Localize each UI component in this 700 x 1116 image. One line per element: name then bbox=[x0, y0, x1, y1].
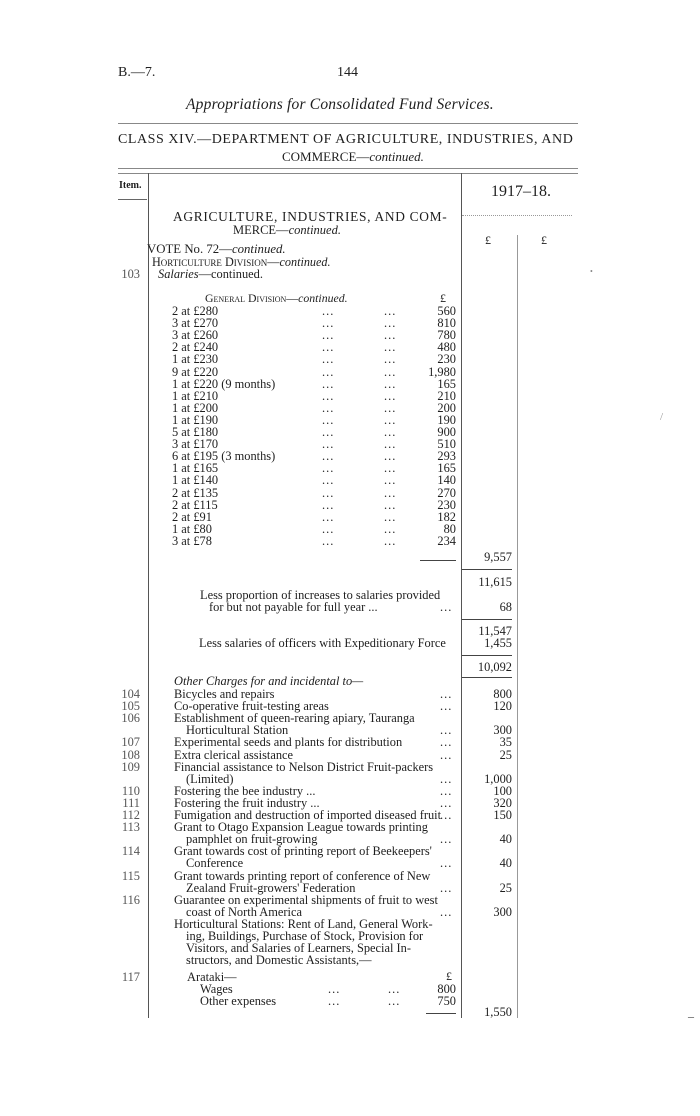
leader-dots: ... bbox=[322, 521, 335, 536]
general-division-row-amount: 190 bbox=[437, 412, 456, 427]
item-number: 110 bbox=[121, 783, 140, 798]
leader-dots: ... bbox=[384, 473, 397, 488]
leader-dots: ... bbox=[440, 856, 453, 871]
class-heading-continued: continued. bbox=[369, 149, 424, 164]
item-number: 106 bbox=[121, 711, 140, 726]
arataki-label: Arataki— bbox=[187, 970, 237, 984]
other-charge-description: Fostering the fruit industry ... bbox=[174, 795, 320, 810]
other-charge-amount: 300 bbox=[493, 904, 512, 919]
other-charge-description: Zealand Fruit-growers' Federation bbox=[186, 880, 356, 895]
general-division-row-label: 2 at £115 bbox=[172, 497, 218, 512]
leader-dots: ... bbox=[322, 509, 335, 524]
division-continued: continued. bbox=[279, 255, 331, 269]
leader-dots: ... bbox=[322, 425, 335, 439]
general-division-row-label: 1 at £200 bbox=[172, 400, 219, 415]
leader-dots: ... bbox=[322, 328, 335, 343]
general-division-row-label: 1 at £230 bbox=[172, 352, 219, 367]
leader-dots: ... bbox=[384, 497, 397, 512]
item-number: 104 bbox=[121, 687, 140, 701]
other-expenses-label: Other expenses bbox=[200, 994, 277, 1008]
leader-dots: ... bbox=[322, 497, 335, 512]
general-division-row-amount: 270 bbox=[437, 485, 456, 500]
leader-dots: ... bbox=[322, 316, 335, 331]
department-heading-main: MERCE— bbox=[233, 223, 289, 237]
general-division-row-label: 3 at £78 bbox=[172, 533, 212, 548]
leader-dots: ... bbox=[322, 340, 335, 355]
general-division-row-amount: 200 bbox=[437, 400, 456, 415]
other-charge-description: Experimental seeds and plants for distribution bbox=[174, 735, 403, 750]
item-number: 107 bbox=[121, 735, 140, 750]
leader-dots: ... bbox=[322, 485, 335, 500]
running-total-2: 11,547 bbox=[478, 624, 512, 638]
class-heading-main: COMMERCE— bbox=[282, 149, 370, 164]
general-division-row-label: 2 at £240 bbox=[172, 340, 219, 355]
leader-dots: ... bbox=[384, 352, 397, 367]
general-division-label: General Division— bbox=[205, 291, 299, 305]
vote-continued: continued. bbox=[231, 242, 286, 256]
leader-dots: ... bbox=[440, 783, 453, 798]
general-division-row-label: 1 at £80 bbox=[172, 521, 212, 536]
item-number: 105 bbox=[121, 699, 140, 714]
less-increases-line1: Less proportion of increases to salaries provided bbox=[200, 588, 441, 602]
leader-dots: ... bbox=[384, 304, 397, 318]
leader-dots: ... bbox=[322, 364, 335, 379]
other-charge-description: Fumigation and destruction of imported diseased fruit bbox=[174, 808, 442, 822]
leader-dots: ... bbox=[388, 994, 401, 1008]
leader-dots: ... bbox=[322, 533, 335, 548]
general-division-row-amount: 480 bbox=[437, 340, 456, 355]
vote-label: VOTE No. 72— bbox=[147, 242, 232, 256]
other-charge-description: Fostering the bee industry ... bbox=[174, 783, 316, 798]
leader-dots: ... bbox=[384, 449, 397, 464]
leader-dots: ... bbox=[384, 509, 397, 524]
item-number: 103 bbox=[121, 267, 140, 281]
general-division-row-label: 9 at £220 bbox=[172, 364, 219, 379]
horticultural-stations-line: ing, Buildings, Purchase of Stock, Provision for bbox=[186, 929, 424, 943]
other-charge-description: Co-operative fruit-testing areas bbox=[174, 699, 329, 714]
less-expeditionary-label: Less salaries of officers with Expeditionary Force bbox=[199, 636, 446, 650]
leader-dots: ... bbox=[440, 723, 453, 738]
running-total-3: 10,092 bbox=[477, 660, 512, 674]
leader-dots: ... bbox=[440, 880, 453, 895]
page-mark: ‒ bbox=[688, 1009, 694, 1023]
leader-dots: ... bbox=[440, 600, 453, 614]
general-division-row-label: 1 at £220 (9 months) bbox=[172, 376, 276, 391]
item-number: 111 bbox=[122, 795, 140, 810]
leader-dots: ... bbox=[384, 376, 397, 391]
wages-amount: 800 bbox=[437, 982, 456, 996]
leader-dots: ... bbox=[440, 771, 453, 786]
general-division-row-amount: 80 bbox=[443, 521, 456, 536]
page-mark: / bbox=[660, 411, 664, 423]
leader-dots: ... bbox=[322, 304, 335, 318]
other-charge-description: Grant to Otago Expansion League towards printing bbox=[174, 820, 428, 835]
salaries-heading bbox=[158, 268, 263, 280]
pound-sign-col1: £ bbox=[485, 233, 491, 247]
other-charge-amount: 1,000 bbox=[484, 771, 512, 786]
other-charge-description: Establishment of queen-rearing apiary, Tauranga bbox=[174, 711, 415, 726]
other-charge-description: Extra clerical assistance bbox=[174, 747, 294, 762]
general-division-row-label: 1 at £140 bbox=[172, 473, 219, 488]
general-division-row-amount: 210 bbox=[437, 388, 456, 403]
other-charge-description: coast of North America bbox=[186, 904, 302, 919]
general-pound-sign: £ bbox=[440, 291, 446, 305]
class-heading-line2 bbox=[282, 150, 424, 163]
other-charge-description: Guarantee on experimental shipments of fruit to west bbox=[174, 892, 438, 907]
general-division-row-label: 1 at £165 bbox=[172, 461, 219, 476]
division-label: Horticulture Division— bbox=[152, 255, 280, 269]
page-number: 144 bbox=[337, 65, 358, 80]
other-charge-amount: 100 bbox=[493, 783, 512, 798]
pound-sign-col2: £ bbox=[541, 233, 547, 247]
other-charge-amount: 320 bbox=[493, 795, 512, 810]
leader-dots: ... bbox=[440, 808, 453, 822]
leader-dots: ... bbox=[322, 352, 335, 367]
leader-dots: ... bbox=[384, 485, 397, 500]
leader-dots: ... bbox=[440, 795, 453, 810]
general-division-row-amount: 780 bbox=[437, 328, 456, 343]
leader-dots: ... bbox=[384, 461, 397, 476]
general-division-row-amount: 900 bbox=[437, 425, 456, 439]
leader-dots: ... bbox=[322, 449, 335, 464]
leader-dots: ... bbox=[322, 376, 335, 391]
leader-dots: ... bbox=[328, 982, 341, 996]
general-division-row-amount: 293 bbox=[437, 449, 456, 464]
department-heading-line1: AGRICULTURE, INDUSTRIES, AND COM- bbox=[173, 209, 448, 224]
leader-dots: ... bbox=[328, 994, 341, 1008]
leader-dots: ... bbox=[440, 832, 453, 847]
general-division-row-amount: 560 bbox=[437, 304, 456, 318]
other-charge-description: (Limited) bbox=[186, 771, 234, 786]
other-charge-amount: 40 bbox=[499, 832, 512, 847]
general-division-continued: continued. bbox=[298, 291, 348, 305]
leader-dots: ... bbox=[384, 328, 397, 343]
leader-dots: ... bbox=[384, 521, 397, 536]
running-total-1: 11,615 bbox=[478, 575, 512, 589]
leader-dots: ... bbox=[440, 904, 453, 919]
other-charge-amount: 25 bbox=[499, 880, 512, 895]
leader-dots: ... bbox=[384, 364, 397, 379]
salaries-label: Salaries bbox=[158, 267, 199, 281]
leader-dots: ... bbox=[384, 533, 397, 548]
running-title: Appropriations for Consolidated Fund Services. bbox=[186, 96, 494, 113]
other-charge-amount: 25 bbox=[499, 747, 512, 762]
leader-dots: ... bbox=[322, 400, 335, 415]
general-division-row-label: 6 at £195 (3 months) bbox=[172, 449, 276, 464]
page-mark: • bbox=[590, 267, 593, 276]
other-charge-amount: 800 bbox=[493, 687, 512, 701]
leader-dots: ... bbox=[322, 412, 335, 427]
horticultural-stations-line: Visitors, and Salaries of Learners, Special In- bbox=[186, 941, 411, 956]
leader-dots: ... bbox=[384, 388, 397, 403]
item-number: 108 bbox=[121, 747, 140, 762]
vote-heading bbox=[147, 243, 286, 256]
other-charge-amount: 120 bbox=[493, 699, 512, 714]
other-charge-description: Bicycles and repairs bbox=[174, 687, 275, 701]
leader-dots: ... bbox=[322, 461, 335, 476]
general-division-row-label: 5 at £180 bbox=[172, 425, 219, 439]
general-division-row-amount: 165 bbox=[437, 461, 456, 476]
other-charge-description: Grant towards printing report of conference of New bbox=[174, 868, 431, 883]
leader-dots: ... bbox=[384, 425, 397, 439]
other-charge-amount: 40 bbox=[499, 856, 512, 871]
year-column-header: 1917–18. bbox=[491, 183, 551, 200]
leader-dots: ... bbox=[388, 982, 401, 996]
item-number: 113 bbox=[121, 820, 140, 835]
item-number: 117 bbox=[121, 970, 140, 984]
salaries-continued: —continued. bbox=[198, 267, 263, 281]
general-division-row-amount: 1,980 bbox=[428, 364, 456, 379]
other-charge-description: Conference bbox=[186, 856, 244, 871]
general-division-row-label: 1 at £190 bbox=[172, 412, 219, 427]
other-charge-description: Grant towards cost of printing report of Beekeepers' bbox=[174, 844, 432, 859]
item-number: 116 bbox=[121, 892, 140, 907]
other-charge-amount: 35 bbox=[499, 735, 512, 750]
class-heading-line1: CLASS XIV.—DEPARTMENT OF AGRICULTURE, INDUSTRIES, AND bbox=[118, 132, 574, 147]
arataki-total: 1,550 bbox=[484, 1005, 512, 1019]
item-number: 109 bbox=[121, 759, 140, 774]
arataki-pound-sign: £ bbox=[446, 969, 452, 983]
general-division-row-amount: 810 bbox=[437, 316, 456, 331]
general-division-row-amount: 230 bbox=[437, 352, 456, 367]
general-division-row-label: 2 at £280 bbox=[172, 304, 219, 318]
general-division-row-amount: 234 bbox=[437, 533, 456, 548]
leader-dots: ... bbox=[384, 412, 397, 427]
general-division-row-label: 2 at £135 bbox=[172, 485, 219, 500]
general-division-row-amount: 230 bbox=[437, 497, 456, 512]
leader-dots: ... bbox=[322, 388, 335, 403]
leader-dots: ... bbox=[322, 473, 335, 488]
general-division-row-amount: 510 bbox=[437, 437, 456, 452]
document-reference: B.—7. bbox=[118, 65, 156, 80]
horticultural-stations-line: structors, and Domestic Assistants,— bbox=[186, 953, 372, 968]
wages-label: Wages bbox=[200, 982, 233, 996]
general-division-row-label: 1 at £210 bbox=[172, 388, 219, 403]
other-charge-amount: 300 bbox=[493, 723, 512, 738]
other-charge-description: Horticultural Station bbox=[186, 723, 289, 738]
other-charge-description: Financial assistance to Nelson District Fruit-packers bbox=[174, 759, 434, 774]
leader-dots: ... bbox=[440, 735, 453, 750]
department-heading-line2 bbox=[233, 224, 341, 237]
horticultural-stations-line: Horticultural Stations: Rent of Land, General Work- bbox=[174, 916, 433, 931]
general-division-total: 9,557 bbox=[484, 550, 512, 564]
leader-dots: ... bbox=[384, 316, 397, 331]
item-column-header: Item. bbox=[119, 180, 142, 191]
leader-dots: ... bbox=[440, 747, 453, 762]
general-division-row-amount: 182 bbox=[437, 509, 456, 524]
other-charge-description: pamphlet on fruit-growing bbox=[186, 832, 318, 847]
less-increases-line2: for but not payable for full year ... bbox=[209, 600, 378, 614]
general-division-row-label: 2 at £91 bbox=[172, 509, 212, 524]
other-expenses-amount: 750 bbox=[437, 994, 456, 1008]
item-number: 114 bbox=[121, 844, 140, 859]
item-number: 115 bbox=[121, 868, 140, 883]
leader-dots: ... bbox=[322, 437, 335, 452]
leader-dots: ... bbox=[384, 340, 397, 355]
less-expeditionary-amount: 1,455 bbox=[484, 636, 512, 650]
general-division-row-label: 3 at £270 bbox=[172, 316, 219, 331]
leader-dots: ... bbox=[440, 699, 453, 714]
item-number: 112 bbox=[121, 808, 140, 822]
other-charge-amount: 150 bbox=[493, 808, 512, 822]
general-division-row-amount: 165 bbox=[437, 376, 456, 391]
general-division-row-label: 3 at £260 bbox=[172, 328, 219, 343]
general-division-row-label: 3 at £170 bbox=[172, 437, 219, 452]
department-heading-continued: continued. bbox=[288, 223, 341, 237]
less-increases-amount: 68 bbox=[499, 600, 512, 614]
leader-dots: ... bbox=[384, 437, 397, 452]
leader-dots: ... bbox=[384, 400, 397, 415]
general-division-row-amount: 140 bbox=[437, 473, 456, 488]
leader-dots: ... bbox=[440, 687, 453, 701]
other-charges-heading: Other Charges for and incidental to— bbox=[174, 674, 364, 688]
